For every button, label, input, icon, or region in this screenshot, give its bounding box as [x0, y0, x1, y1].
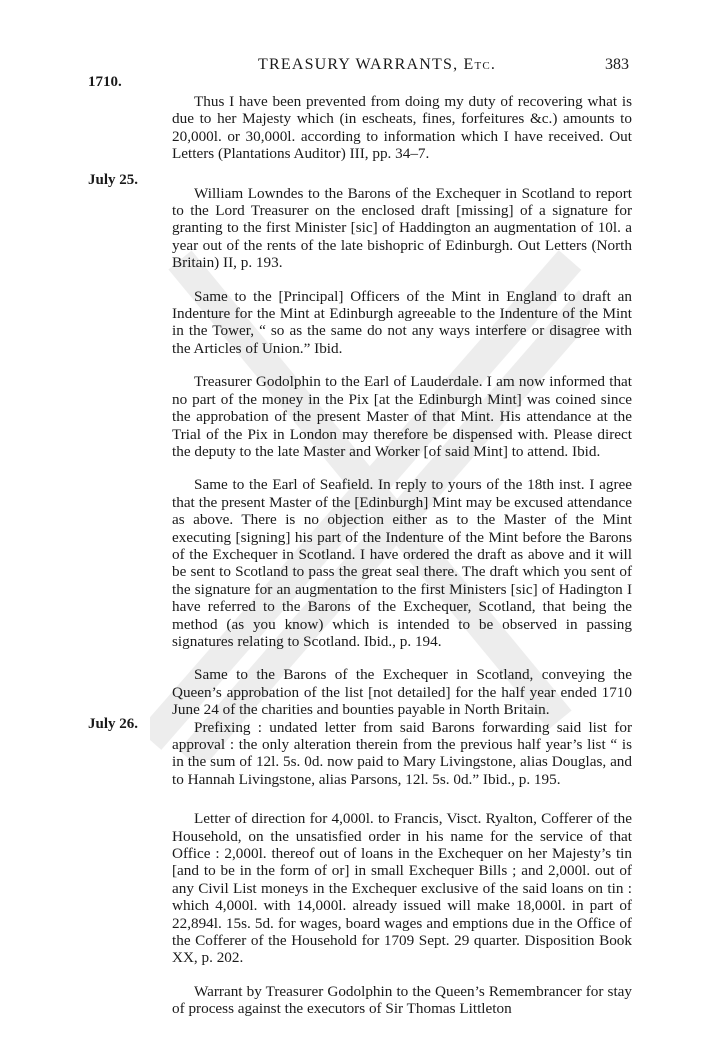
page-number: 383	[605, 56, 629, 73]
entry-prefixing: Prefixing : undated letter from said Barons forwarding said list for approval : the only alteration therein from the previous half year’s list “ is in the sum of 12l. 5s. 0d. now paid to Mary Livingstone, alias Douglas, and to Hannah Livingstone, alias Parsons, 12l. 5s. 0d.” Ibid., p. 195.	[172, 718, 632, 788]
body-text	[172, 93, 632, 1034]
entry-officers-mint: Same to the [Principal] Officers of the Mint in England to draft an Indenture for the Mint at Edinburgh agreeable to the Indenture of the Mint in the Tower, “ so as the same do not any ways interfere or disagree with the Articles of Union.” Ibid.	[172, 287, 632, 357]
entry-earl-seafield: Same to the Earl of Seafield. In reply to yours of the 18th inst. I agree that the present Master of the [Edinburgh] Mint may be excused attendance as above. There is no objection either as to the Master of the Mint executing [signing] his part of the Indenture of the Mint before the Barons of the Exchequer in Scotland. I have ordered the draft as above and it will be sent to Scotland to pass the great seal there. The draft which you sent of the signature for an augmentation to the first Ministers [sic] of Hadington I have referred to the Barons of the Exchequer, Scotland, that being the method (as you know) which is intended to be observed in passing signatures relating to Scotland. Ibid., p. 194.	[172, 476, 632, 650]
entry-ryalton: Letter of direction for 4,000l. to Francis, Visct. Ryalton, Cofferer of the Household, on the unsatisfied order in his name for the service of that Office : 2,000l. thereof out of loans in the Exchequer on her Majesty’s tin [and to be in the form of or] in small Exchequer Bills ; and 2,000l. out of any Civil List moneys in the Exchequer exclusive of the said loans on tin : which 4,000l. with 14,000l. already issued will make 18,000l. in part of 22,894l. 15s. 5d. for wages, board wages and emptions due in the Office of the Cofferer of the Household for 1709 Sept. 29 quarter. Disposition Book XX, p. 202.	[172, 810, 632, 967]
margin-date-july-25: July 25.	[88, 172, 139, 188]
entry-godolphin-lauderdale: Treasurer Godolphin to the Earl of Lauderdale. I am now informed that no part of the money in the Pix [at the Edinburgh Mint] was coined since the approbation of the present Master of that Mint. His attendance at the Trial of the Pix in London may therefore be dispensed with. Please direct the deputy to the late Master and Worker [of said Mint] to attend. Ibid.	[172, 373, 632, 460]
entry-opening: Thus I have been prevented from doing my duty of recovering what is due to her Majesty which (in escheats, fines, forfeitures &c.) amounts to 20,000l. or 30,000l. according to information which I have received. Out Letters (Plantations Auditor) III, pp. 34–7.	[172, 93, 632, 163]
entry-barons-list: Same to the Barons of the Exchequer in Scotland, conveying the Queen’s approbation of the list [not detailed] for the half year ended 1710 June 24 of the charities and bounties payable in North Britain.	[172, 666, 632, 719]
margin-year: 1710.	[88, 74, 122, 90]
page-header	[0, 56, 720, 76]
entry-remembrancer: Warrant by Treasurer Godolphin to the Queen’s Remembrancer for stay of process against the executors of Sir Thomas Littleton	[172, 982, 632, 1018]
margin-date-july-26: July 26.	[88, 716, 139, 732]
running-title: TREASURY WARRANTS, Etc.	[258, 56, 497, 73]
entry-lowndes-barons: William Lowndes to the Barons of the Exchequer in Scotland to report to the Lord Treasurer on the enclosed draft [missing] of a signature for granting to the first Minister [sic] of Haddington an augmentation of 10l. a year out of the rents of the late bishopric of Edinburgh. Out Letters (North Britain) II, p. 193.	[172, 184, 632, 272]
